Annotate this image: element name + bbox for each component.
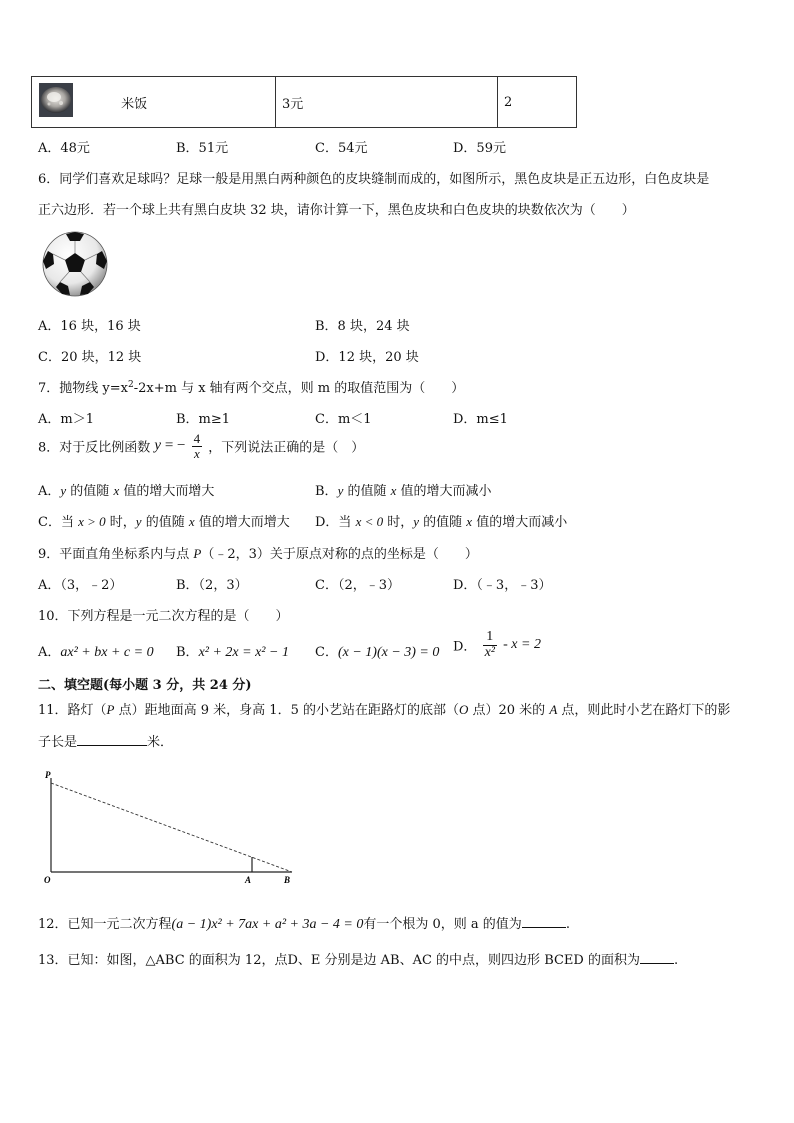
section-heading: 二、填空题(每小题 3 分，共 24 分)	[38, 678, 252, 693]
q8-stem	[38, 432, 364, 460]
q10-option-d-label: D．	[453, 639, 477, 655]
figure-label-a: A	[245, 875, 252, 885]
q6-option-c: C．20 块，12 块	[38, 350, 142, 365]
q8-option-b-y: y	[337, 483, 344, 498]
q11-line2-b: 米．	[147, 735, 174, 750]
q11-o: O	[458, 702, 469, 717]
q8-option-b-label: B．	[315, 484, 338, 499]
q8-option-d-label: D．当	[315, 515, 356, 530]
q8-option-c-end: 值的增大而增大	[194, 515, 290, 530]
q9-stem	[38, 543, 478, 562]
q11-line2	[38, 731, 173, 750]
q7-option-a: A．m＞1	[38, 412, 94, 427]
q11-text-a: 11．路灯（	[38, 703, 107, 718]
q8-option-d-mid: 时，	[383, 515, 414, 530]
q10-option-a	[38, 641, 154, 661]
table-cell-item	[32, 77, 276, 128]
q6-line1: 6．同学们喜欢足球吗？足球一般是用黑白两种颜色的皮块缝制而成的，如图所示，黑色皮块是正五边形，白色皮块是	[38, 172, 710, 187]
q7-option-b: B．m≥1	[176, 412, 231, 427]
q8-option-d-y: y	[413, 514, 420, 529]
q8-option-a	[38, 480, 214, 499]
q8-option-d-mid2: 的值随	[419, 515, 467, 530]
q9-point-p: P	[193, 546, 202, 561]
q8-option-a-end: 值的增大而增大	[119, 484, 215, 499]
q8-denominator: x	[194, 445, 200, 461]
q8-option-b	[315, 480, 492, 499]
q13-answer-blank[interactable]	[640, 951, 674, 964]
q9-option-c: C．（2，﹣3）	[315, 578, 400, 593]
q11-line2-a: 子长是	[38, 735, 78, 750]
q8-option-d-cond: x < 0	[355, 514, 384, 529]
price-table	[31, 76, 577, 128]
q9-option-d: D．（﹣3，﹣3）	[453, 578, 552, 593]
q11-line1	[38, 699, 730, 718]
q8-y: y	[154, 437, 162, 454]
q11-figure	[40, 766, 300, 890]
q5-option-c: C．54元	[315, 141, 368, 156]
q9-option-b: B．（2，3）	[176, 578, 248, 593]
q8-option-a-y: y	[60, 483, 67, 498]
q8-option-c-y: y	[135, 514, 142, 529]
q8-option-a-mid: 的值随	[66, 484, 114, 499]
q6-option-b: B．8 块，24 块	[315, 319, 410, 334]
item-price: 3元	[282, 96, 304, 112]
table-cell-count	[498, 77, 577, 128]
q13-stem: 13．已知：如图，△ABC 的面积为 12，点D、E 分别是边 AB、AC 的中点，则四边形 BCED 的面积为 .	[38, 953, 679, 968]
item-name: 米饭	[121, 96, 148, 112]
q8-option-b-end: 值的增大而减小	[396, 484, 492, 499]
q5-option-d: D．59元	[453, 141, 506, 156]
q8-option-a-x: x	[113, 483, 120, 498]
q11-a: A	[549, 702, 558, 717]
q8-option-d-x: x	[466, 514, 473, 529]
q5-option-a: A．48元	[38, 141, 90, 156]
q8-option-d-end: 值的增大而减小	[472, 515, 568, 530]
q11-text-b: 点）距地面高 9 米，身高 1．5 的小艺站在距路灯的底部（	[114, 703, 459, 718]
q7-suffix: -2x+m 与 x 轴有两个交点，则 m 的取值范围为（ ）	[133, 381, 465, 396]
q10-option-a-label: A．	[38, 645, 61, 660]
q9-option-a: A．（3，﹣2）	[38, 578, 123, 593]
q13-text: 13．已知：如图，△ABC 的面积为 12，点D、E 分别是边 AB、AC 的中点，则四边形 BCED 的面积为	[38, 953, 640, 968]
figure-label-p: P	[45, 770, 51, 780]
q12-answer-blank[interactable]	[522, 915, 566, 928]
q10-option-c	[315, 641, 439, 661]
q11-answer-blank[interactable]	[77, 733, 147, 746]
q8-option-b-x: x	[390, 483, 397, 498]
q7-option-c: C．m＜1	[315, 412, 372, 427]
item-count: 2	[504, 94, 513, 110]
q10-option-a-expr: ax² + bx + c = 0	[60, 645, 154, 660]
q12-expr: (a − 1)x² + 7ax + a² + 3a − 4 = 0	[171, 917, 364, 932]
q10-option-b-label: B．	[176, 645, 199, 660]
q7-stem	[38, 377, 464, 396]
q8-fraction	[192, 432, 203, 460]
q10-option-b-expr: x² + 2x = x² − 1	[198, 645, 289, 660]
q5-option-b: B．51元	[176, 141, 229, 156]
q11-text-d: 点，则此时小艺在路灯下的影	[557, 703, 731, 718]
q8-prefix: 8．对于反比例函数	[38, 440, 151, 456]
q10-option-c-label: C．	[315, 645, 338, 660]
q8-option-d	[315, 511, 567, 530]
q10-option-c-expr: (x − 1)(x − 3) = 0	[337, 645, 440, 660]
q8-numerator: 4	[193, 431, 201, 446]
q10-option-d	[453, 630, 541, 660]
q11-p: P	[106, 702, 115, 717]
q7-option-d: D．m≤1	[453, 412, 508, 427]
figure-label-b: B	[284, 875, 291, 885]
q9-suffix: （﹣2，3）关于原点对称的点的坐标是（ ）	[201, 547, 478, 562]
q8-option-c	[38, 511, 290, 530]
figure-label-o: O	[44, 875, 51, 885]
table-row	[32, 77, 577, 128]
q6-option-d: D．12 块，20 块	[315, 350, 419, 365]
q10-option-d-numerator: 1	[483, 630, 497, 646]
q7-prefix: 7．抛物线 y=x	[38, 381, 128, 396]
q12-prefix: 12．已知一元二次方程	[38, 917, 172, 932]
q6-option-a: A．16 块，16 块	[38, 319, 141, 334]
q10-option-d-denominator: x²	[484, 644, 495, 660]
table-cell-price	[276, 77, 498, 128]
q8-option-c-mid2: 的值随	[141, 515, 189, 530]
q9-prefix: 9．平面直角坐标系内与点	[38, 547, 194, 562]
q8-option-a-label: A．	[38, 484, 61, 499]
q8-option-c-mid: 时，	[105, 515, 136, 530]
q8-option-b-mid: 的值随	[343, 484, 391, 499]
q8-option-c-cond: x > 0	[78, 514, 106, 529]
q8-suffix: ，下列说法正确的是（ ）	[208, 440, 365, 456]
q8-option-c-x: x	[188, 514, 195, 529]
rice-bowl-image	[39, 83, 73, 121]
q12-stem: 12．已知一元二次方程(a − 1)x² + 7ax + a² + 3a − 4 = 0有一个根为 0，则 a 的值为 .	[38, 917, 570, 932]
q8-option-c-label: C．当	[38, 515, 79, 530]
q10-option-d-rest: - x = 2	[503, 637, 541, 653]
q7-sup: 2	[127, 380, 134, 390]
q11-text-c: 点）20 米的	[468, 703, 550, 718]
q12-suffix: 有一个根为 0，则 a 的值为	[363, 917, 522, 932]
q6-line2: 正六边形．若一个球上共有黑白皮块 32 块，请你计算一下，黑色皮块和白色皮块的块数依次为（ ）	[38, 203, 635, 218]
q10-option-b	[176, 641, 289, 661]
soccer-ball-image	[42, 231, 108, 301]
q10-option-d-fraction	[483, 630, 497, 660]
q8-eq: = −	[161, 437, 186, 454]
q10-stem: 10．下列方程是一元二次方程的是（ ）	[38, 609, 289, 624]
